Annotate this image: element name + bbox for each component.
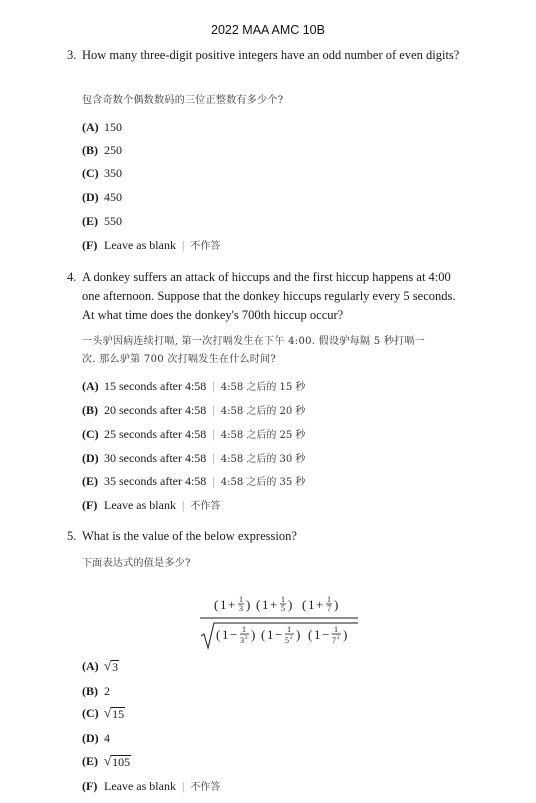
separator: | bbox=[181, 498, 185, 512]
svg-text:): ) bbox=[246, 597, 251, 612]
choice-chinese: 不作答 bbox=[190, 241, 221, 252]
question-text-line2: one afternoon. Suppose that the donkey hiccups regularly every 5 seconds. bbox=[82, 289, 456, 303]
q5-choice-d[interactable] bbox=[82, 731, 110, 746]
choice-label: (F) bbox=[82, 498, 98, 512]
choice-label: (B) bbox=[82, 403, 98, 417]
svg-text:1: 1 bbox=[242, 625, 246, 634]
choice-chinese: 不作答 bbox=[190, 501, 221, 512]
svg-text:): ) bbox=[334, 597, 339, 612]
svg-text:3: 3 bbox=[240, 636, 244, 645]
choice-label: (E) bbox=[82, 474, 98, 488]
svg-text:(: ( bbox=[256, 597, 261, 612]
choice-label: (B) bbox=[82, 143, 98, 157]
sqrt-expression bbox=[104, 659, 119, 674]
question-number: 4. bbox=[67, 270, 77, 284]
svg-text:1: 1 bbox=[287, 625, 291, 634]
svg-text:(: ( bbox=[216, 627, 221, 642]
choice-label: (F) bbox=[82, 238, 98, 252]
svg-text:1: 1 bbox=[239, 595, 243, 604]
svg-text:1: 1 bbox=[327, 595, 331, 604]
choice-text: 4 bbox=[104, 731, 110, 745]
separator: | bbox=[181, 779, 185, 793]
q4-choice-f[interactable] bbox=[82, 497, 220, 513]
q4-choice-b[interactable] bbox=[82, 402, 305, 418]
question-3-chinese: 包含奇数个偶数数码的三位正整数有多少个? bbox=[82, 95, 284, 106]
q3-choice-b[interactable] bbox=[82, 143, 122, 158]
svg-text:(: ( bbox=[261, 627, 266, 642]
svg-text:1: 1 bbox=[281, 595, 285, 604]
choice-label: (D) bbox=[82, 451, 99, 465]
choice-label: (D) bbox=[82, 731, 99, 745]
separator: | bbox=[212, 427, 215, 441]
svg-text:5: 5 bbox=[285, 636, 289, 645]
question-4 bbox=[67, 268, 487, 325]
math-expression bbox=[198, 590, 362, 657]
choice-label: (A) bbox=[82, 379, 99, 393]
choice-chinese: 4:58 之后的 35 秒 bbox=[220, 477, 306, 488]
svg-text:1: 1 bbox=[262, 597, 269, 612]
q3-choice-c[interactable] bbox=[82, 166, 122, 181]
question-text-line1: A donkey suffers an attack of hiccups and the first hiccup happens at 4:00 bbox=[82, 270, 451, 284]
separator: | bbox=[212, 451, 215, 465]
choice-text: 250 bbox=[104, 143, 122, 157]
radical-sign: √ bbox=[104, 705, 112, 720]
svg-text:2: 2 bbox=[245, 636, 248, 641]
q5-choice-f[interactable] bbox=[82, 778, 220, 794]
question-text: How many three-digit positive integers have an odd number of even digits? bbox=[82, 48, 460, 62]
question-4-chinese bbox=[82, 333, 502, 369]
svg-text:1: 1 bbox=[220, 597, 227, 612]
choice-chinese: 4:58 之后的 25 秒 bbox=[220, 430, 306, 441]
svg-text:−: − bbox=[230, 627, 238, 642]
svg-text:+: + bbox=[228, 597, 236, 612]
svg-text:): ) bbox=[343, 627, 348, 642]
svg-text:): ) bbox=[296, 627, 301, 642]
choice-text: 30 seconds after 4:58 bbox=[104, 451, 207, 465]
q4-choice-d[interactable] bbox=[82, 450, 305, 466]
svg-text:−: − bbox=[275, 627, 283, 642]
svg-text:7: 7 bbox=[332, 636, 336, 645]
question-3 bbox=[67, 46, 487, 65]
separator: | bbox=[181, 238, 185, 252]
svg-text:1: 1 bbox=[334, 625, 338, 634]
choice-text: 20 seconds after 4:58 bbox=[104, 403, 207, 417]
question-text: What is the value of the below expression? bbox=[82, 529, 297, 543]
choice-label: (C) bbox=[82, 706, 99, 720]
choice-label: (F) bbox=[82, 779, 98, 793]
separator: | bbox=[212, 379, 215, 393]
chinese-line1: 一头驴因病连续打嗝, 第一次打嗝发生在下午 4:00. 假设驴每隔 5 秒打嗝一 bbox=[82, 336, 426, 347]
svg-text:): ) bbox=[288, 597, 293, 612]
question-number: 5. bbox=[67, 529, 77, 543]
radicand: 105 bbox=[112, 755, 131, 769]
choice-text: 450 bbox=[104, 190, 122, 204]
separator: | bbox=[212, 474, 215, 488]
choice-text: 2 bbox=[104, 684, 110, 698]
question-text-line3: At what time does the donkey's 700th hiccup occur? bbox=[82, 308, 344, 322]
choice-chinese: 4:58 之后的 30 秒 bbox=[220, 454, 306, 465]
svg-text:1: 1 bbox=[267, 627, 274, 642]
choice-text: Leave as blank bbox=[104, 238, 176, 252]
svg-text:1: 1 bbox=[222, 627, 229, 642]
q3-choice-d[interactable] bbox=[82, 190, 122, 205]
separator: | bbox=[212, 403, 215, 417]
choice-label: (C) bbox=[82, 427, 99, 441]
page-title: 2022 MAA AMC 10B bbox=[211, 23, 325, 37]
svg-text:(: ( bbox=[308, 627, 313, 642]
radical-sign: √ bbox=[104, 753, 112, 768]
question-5 bbox=[67, 527, 487, 546]
q3-choice-e[interactable] bbox=[82, 214, 122, 229]
radical-sign: √ bbox=[104, 658, 112, 673]
choice-chinese: 4:58 之后的 15 秒 bbox=[220, 382, 306, 393]
svg-text:1: 1 bbox=[314, 627, 321, 642]
q5-choice-e[interactable] bbox=[82, 754, 131, 769]
choice-text: 350 bbox=[104, 166, 122, 180]
q4-choice-e[interactable] bbox=[82, 473, 305, 489]
choice-label: (D) bbox=[82, 190, 99, 204]
choice-label: (A) bbox=[82, 120, 99, 134]
q3-choice-f[interactable] bbox=[82, 237, 220, 253]
choice-text: 35 seconds after 4:58 bbox=[104, 474, 207, 488]
svg-text:2: 2 bbox=[337, 636, 340, 641]
choice-chinese: 不作答 bbox=[190, 782, 221, 793]
svg-text:5: 5 bbox=[281, 604, 285, 613]
chinese-line2: 次. 那么驴第 700 次打嗝发生在什么时间? bbox=[82, 354, 277, 365]
choice-text: 25 seconds after 4:58 bbox=[104, 427, 207, 441]
q4-choice-a[interactable] bbox=[82, 378, 305, 394]
q4-choice-c[interactable] bbox=[82, 426, 305, 442]
svg-text:+: + bbox=[270, 597, 278, 612]
svg-text:1: 1 bbox=[308, 597, 315, 612]
svg-text:3: 3 bbox=[239, 604, 243, 613]
q3-choice-a[interactable] bbox=[82, 120, 122, 135]
question-number: 3. bbox=[67, 48, 77, 62]
choice-text: 15 seconds after 4:58 bbox=[104, 379, 207, 393]
choice-label: (A) bbox=[82, 659, 99, 673]
choice-text: 150 bbox=[104, 120, 122, 134]
q5-choice-a[interactable] bbox=[82, 659, 119, 674]
svg-text:7: 7 bbox=[327, 604, 331, 613]
choice-text: Leave as blank bbox=[104, 779, 176, 793]
choice-label: (E) bbox=[82, 754, 98, 768]
choice-text: 550 bbox=[104, 214, 122, 228]
svg-text:(: ( bbox=[214, 597, 219, 612]
choice-label: (E) bbox=[82, 214, 98, 228]
choice-label: (B) bbox=[82, 684, 98, 698]
radicand: 3 bbox=[112, 660, 119, 674]
choice-label: (C) bbox=[82, 166, 99, 180]
question-5-chinese: 下面表达式的值是多少? bbox=[82, 558, 191, 569]
choice-chinese: 4:58 之后的 20 秒 bbox=[220, 406, 306, 417]
svg-text:(: ( bbox=[302, 597, 307, 612]
q5-choice-b[interactable] bbox=[82, 684, 110, 699]
q5-choice-c[interactable] bbox=[82, 706, 125, 721]
svg-text:+: + bbox=[316, 597, 324, 612]
sqrt-expression bbox=[104, 706, 125, 721]
svg-text:): ) bbox=[251, 627, 256, 642]
sqrt-expression bbox=[104, 754, 131, 769]
radicand: 15 bbox=[112, 707, 125, 721]
svg-text:−: − bbox=[322, 627, 330, 642]
choice-text: Leave as blank bbox=[104, 498, 176, 512]
svg-text:2: 2 bbox=[290, 636, 293, 641]
